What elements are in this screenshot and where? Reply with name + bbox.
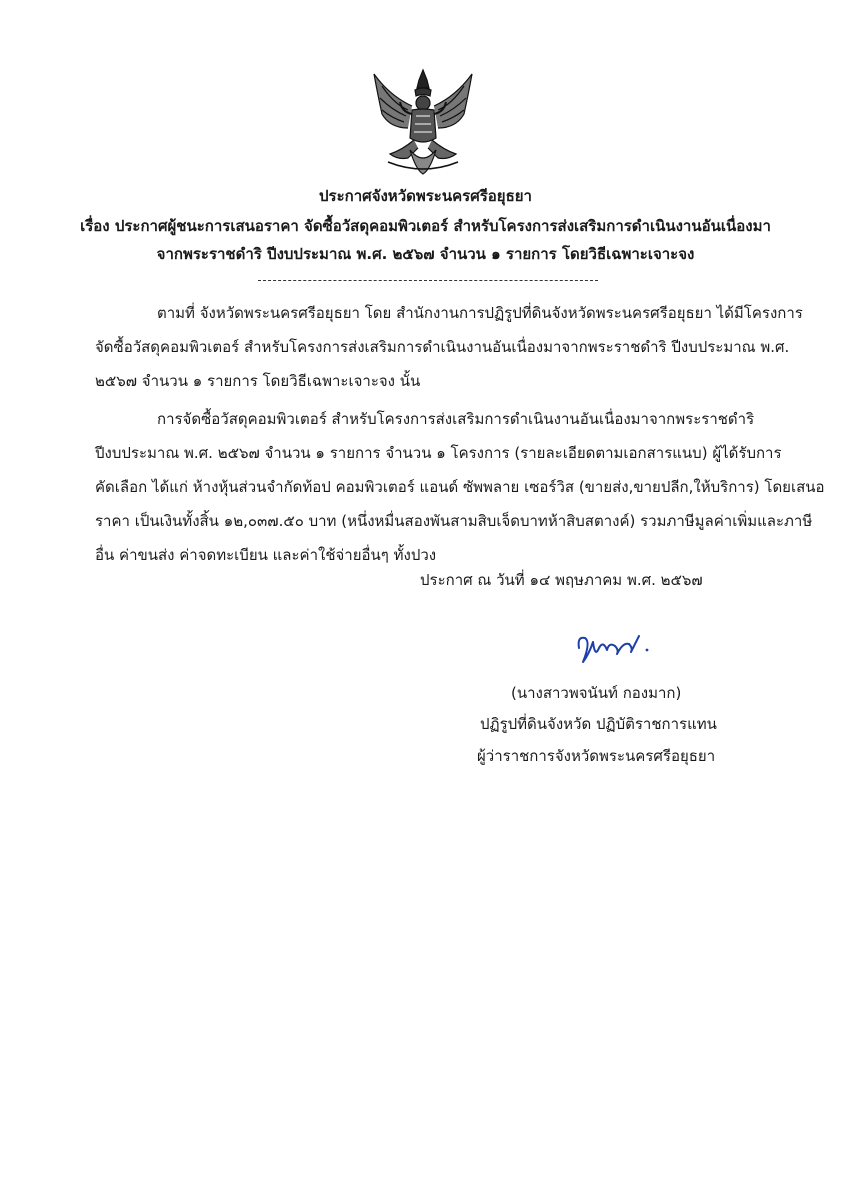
paragraph-2-line: การจัดซื้อวัสดุคอมพิวเตอร์ สำหรับโครงการส่งเสริมการดำเนินงานอันเนื่องมาจากพระราชดำริ xyxy=(157,410,755,428)
signatory-name: (นางสาวพจนันท์ กองมาก) xyxy=(511,684,682,702)
paragraph-2-line: ปีงบประมาณ พ.ศ. ๒๕๖๗ จำนวน ๑ รายการ จำนวน ๑ โครงการ (รายละเอียดตามเอกสารแนบ) ผู้ได้รับการ xyxy=(95,444,782,462)
paragraph-2-line: คัดเลือก ได้แก่ ห้างหุ้นส่วนจำกัดท้อป คอมพิวเตอร์ แอนด์ ซัพพลาย เซอร์วิส (ขายส่ง,ขายปลีก,ให้บริการ) โดยเสนอ xyxy=(95,478,825,496)
paragraph-2-line: ราคา เป็นเงินทั้งสิ้น ๑๒,๐๓๗.๕๐ บาท (หนึ่งหมื่นสองพันสามสิบเจ็ดบาทห้าสิบสตางค์) รวมภาษีมูลค่าเพิ่มและภาษี xyxy=(95,512,813,530)
paragraph-1 xyxy=(95,296,803,398)
garuda-emblem-icon xyxy=(368,66,478,178)
announcement-date: ประกาศ ณ วันที่ ๑๔ พฤษภาคม พ.ศ. ๒๕๖๗ xyxy=(420,571,703,589)
handwritten-signature xyxy=(573,628,651,670)
signatory-position-2: ผู้ว่าราชการจังหวัดพระนครศรีอยุธยา xyxy=(477,747,716,765)
paragraph-1-line: ๒๕๖๗ จำนวน ๑ รายการ โดยวิธีเฉพาะเจาะจง นั้น xyxy=(95,372,421,390)
paragraph-1-line: จัดซื้อวัสดุคอมพิวเตอร์ สำหรับโครงการส่งเสริมการดำเนินงานอันเนื่องมาจากพระราชดำริ ปีงบประมาณ พ.ศ. xyxy=(95,338,790,356)
signatory-position-1: ปฏิรูปที่ดินจังหวัด ปฏิบัติราชการแทน xyxy=(480,715,717,733)
subject-line-1: เรื่อง ประกาศผู้ชนะการเสนอราคา จัดซื้อวัสดุคอมพิวเตอร์ สำหรับโครงการส่งเสริมการดำเนินงานอันเนื่องมา xyxy=(80,217,771,235)
dashed-divider xyxy=(258,280,598,281)
paragraph-2-line: อื่น ค่าขนส่ง ค่าจดทะเบียน และค่าใช้จ่ายอื่นๆ ทั้งปวง xyxy=(95,546,437,564)
announcement-issuer: ประกาศจังหวัดพระนครศรีอยุธยา xyxy=(319,187,532,205)
paragraph-2 xyxy=(95,402,825,572)
paragraph-1-line: ตามที่ จังหวัดพระนครศรีอยุธยา โดย สำนักงานการปฏิรูปที่ดินจังหวัดพระนครศรีอยุธยา ได้มีโครงการ xyxy=(157,304,803,322)
subject-line-2: จากพระราชดำริ ปีงบประมาณ พ.ศ. ๒๕๖๗ จำนวน ๑ รายการ โดยวิธีเฉพาะเจาะจง xyxy=(156,245,695,263)
